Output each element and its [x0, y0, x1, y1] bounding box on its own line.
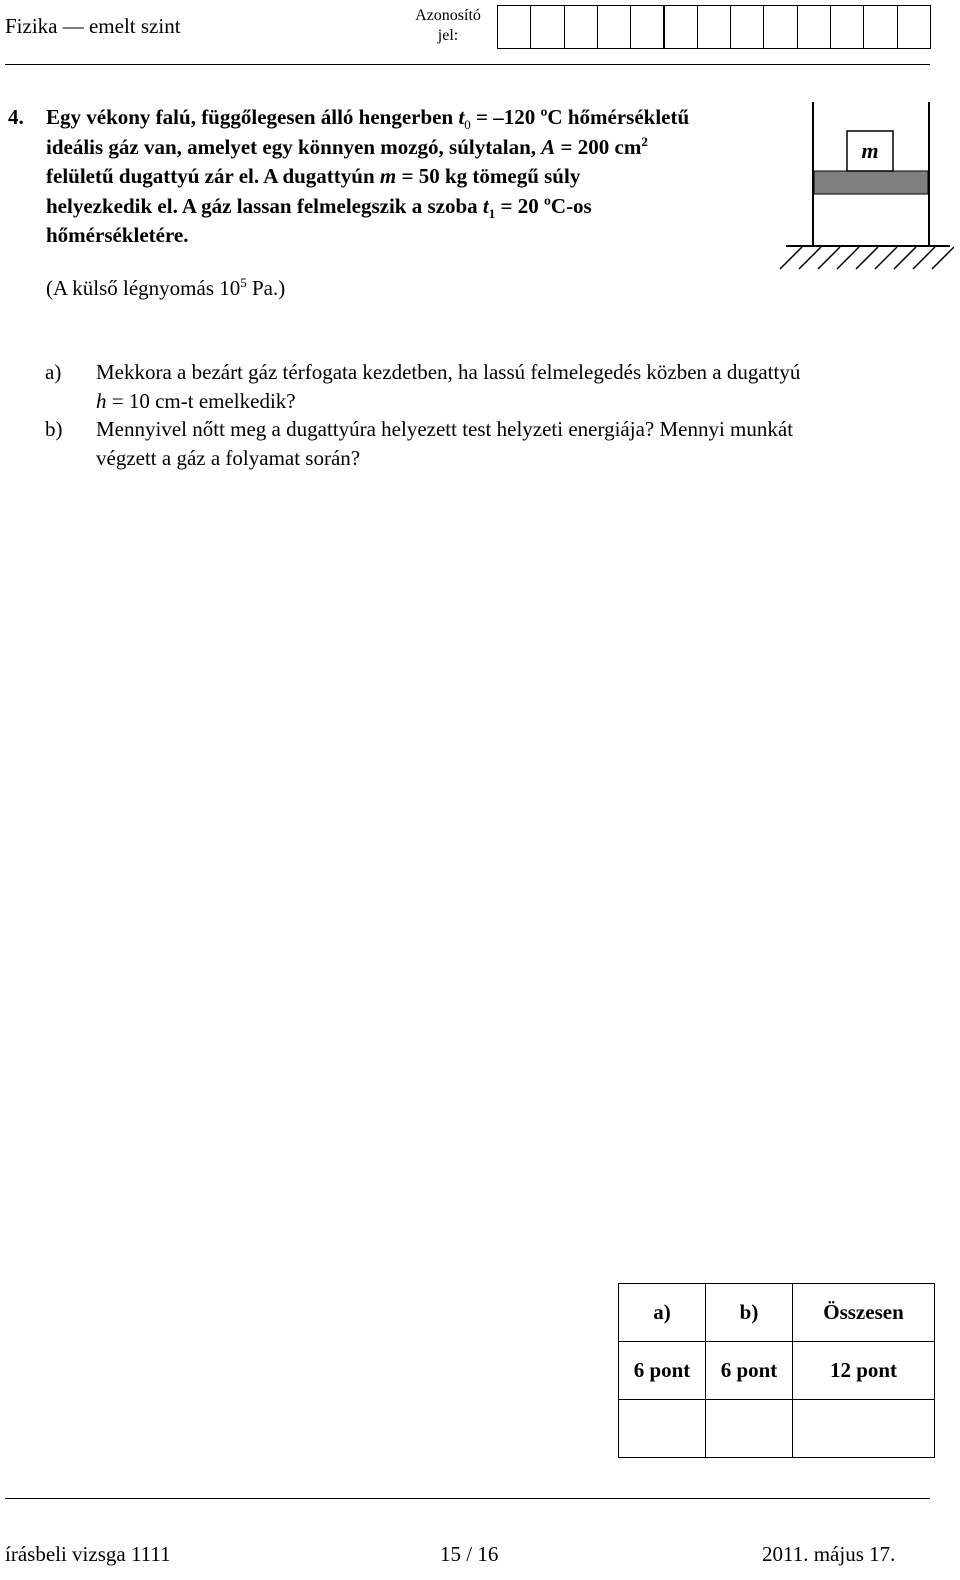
id-box[interactable]	[597, 5, 631, 49]
hatch-line	[875, 247, 897, 269]
question-b	[96, 415, 926, 473]
statement-line-3: felületű dugattyú zár el. A dugattyún m = 50 kg tömegű súly	[46, 164, 581, 188]
score-points-b: 6 pont	[706, 1342, 793, 1400]
id-label	[402, 6, 494, 46]
footer-date: 2011. május 17.	[762, 1542, 896, 1566]
id-box[interactable]	[530, 5, 564, 49]
problem-statement	[46, 103, 766, 251]
ground-hatching	[780, 247, 954, 269]
cylinder-diagram	[758, 100, 954, 272]
score-earned-total[interactable]	[793, 1400, 935, 1458]
id-box[interactable]	[697, 5, 731, 49]
question-a-line-1: Mekkora a bezárt gáz térfogata kezdetben, ha lassú felmelegedés közben a dugattyú	[96, 360, 801, 384]
id-box[interactable]	[630, 5, 664, 49]
question-b-line-1: Mennyivel nőtt meg a dugattyúra helyezett test helyzeti energiája? Mennyi munkát	[96, 417, 794, 441]
score-header-a: a)	[619, 1284, 706, 1342]
mass-label: m	[861, 138, 879, 163]
statement-line-5: hőmérsékletére.	[46, 223, 189, 247]
question-b-line-2: végzett a gáz a folyamat során?	[96, 446, 361, 470]
score-points-row	[619, 1342, 935, 1400]
hatch-line	[780, 247, 802, 269]
hatch-line	[913, 247, 935, 269]
id-box[interactable]	[497, 5, 531, 49]
score-earned-b[interactable]	[706, 1400, 793, 1458]
id-box[interactable]	[897, 5, 931, 49]
question-a-label: a)	[45, 360, 62, 384]
footer-left: írásbeli vizsga 1111	[5, 1542, 171, 1566]
id-box[interactable]	[730, 5, 764, 49]
piston	[814, 171, 928, 194]
hatch-line	[837, 247, 859, 269]
id-label-line1: Azonosító	[415, 7, 481, 24]
score-points-total: 12 pont	[793, 1342, 935, 1400]
id-box[interactable]	[763, 5, 797, 49]
score-header-b: b)	[706, 1284, 793, 1342]
score-earned-a[interactable]	[619, 1400, 706, 1458]
id-box[interactable]	[830, 5, 864, 49]
question-b-label: b)	[45, 417, 63, 441]
hatch-line	[856, 247, 878, 269]
pressure-note: (A külső légnyomás $10^5$ Pa.)	[46, 275, 286, 300]
footer-rule	[5, 1498, 930, 1499]
header-title: Fizika — emelt szint	[5, 14, 181, 38]
hatch-line	[894, 247, 916, 269]
id-box[interactable]	[863, 5, 897, 49]
problem-number: 4.	[8, 105, 24, 129]
statement-line-4: helyezkedik el. A gáz lassan felmelegszik a szoba $t_1 = 20$ ºC-os	[46, 193, 592, 221]
score-table	[618, 1283, 935, 1458]
hatch-line	[799, 247, 821, 269]
hatch-line	[818, 247, 840, 269]
hatch-line	[932, 247, 954, 269]
id-box[interactable]	[797, 5, 831, 49]
header-rule	[5, 64, 930, 65]
question-a-line-2: h = 10 cm-t emelkedik?	[96, 389, 296, 413]
id-box[interactable]	[564, 5, 598, 49]
id-box[interactable]	[664, 5, 698, 49]
score-header-row	[619, 1284, 935, 1342]
statement-line-2: ideális gáz van, amelyet egy könnyen mozgó, súlytalan, A = 200 $cm^2$	[46, 133, 648, 159]
score-points-a: 6 pont	[619, 1342, 706, 1400]
statement-line-1: Egy vékony falú, függőlegesen álló hengerben $t_0 = -120$ ºC hőmérsékletű	[46, 105, 690, 133]
question-a	[96, 358, 926, 416]
footer-page: 15 / 16	[440, 1542, 499, 1566]
score-earned-row	[619, 1400, 935, 1458]
score-header-total: Összesen	[793, 1284, 935, 1342]
id-label-line2: jel:	[437, 27, 459, 44]
